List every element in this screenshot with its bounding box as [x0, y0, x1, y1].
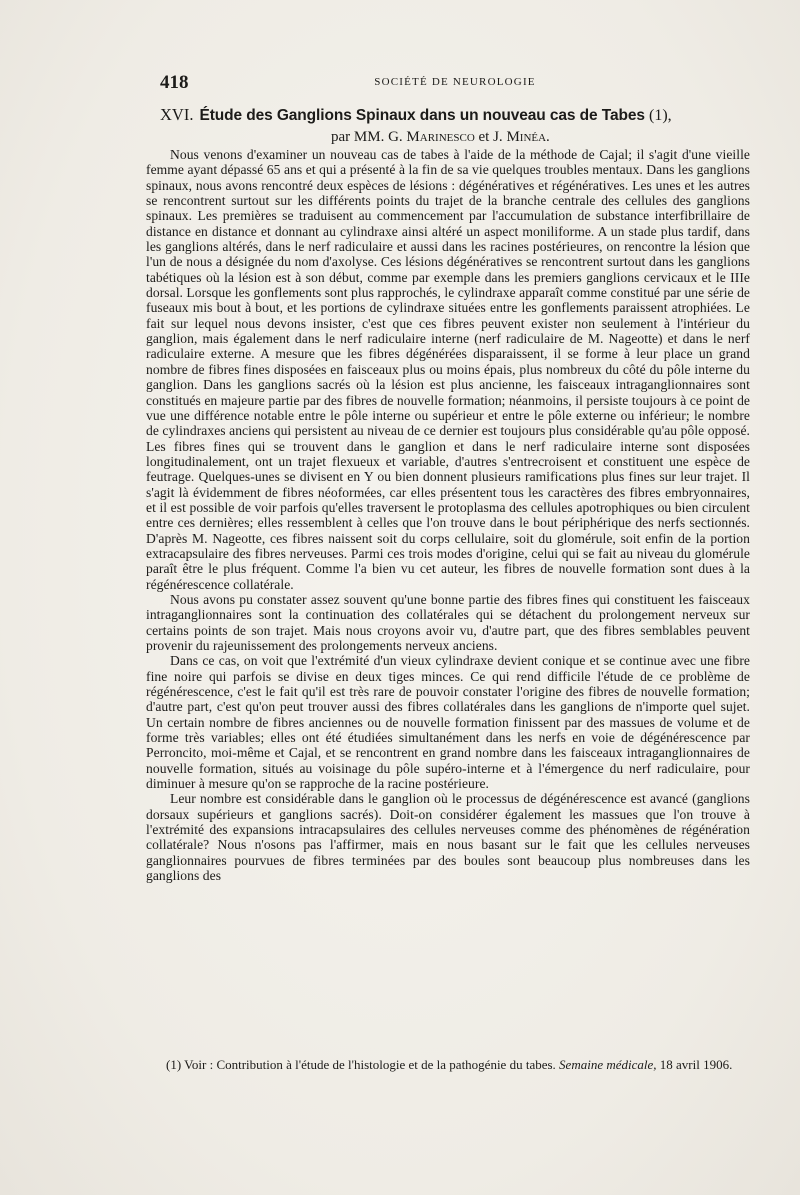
author-minea: Minéa — [506, 129, 547, 145]
article-title-line — [160, 104, 755, 127]
paragraph-2: Nous avons pu constater assez souvent qu'une bonne partie des fibres fines qui constituent les faisceaux intraganglionnaires sont la continuation des collatérales qui se détachent du prolongement nerveux sur certains points de son trajet. Mais nous croyons avoir vu, d'autre part, que des fibres semblables peuvent provenir du rajeunissement des prolongements nerveux anciens. — [146, 591, 750, 653]
footnote-text: (1) Voir : Contribution à l'étude de l'histologie et de la pathogénie du tabes. — [166, 1057, 556, 1072]
authors-suffix: . — [546, 129, 550, 145]
paragraph-3: Dans ce cas, on voit que l'extrémité d'un vieux cylindraxe devient conique et se continue avec une fibre fine noire qui parfois se divise en deux tiges minces. Ce qui rend difficile l'étude de ce problème de régénérescence, c'est le fait qu'il est très rare de pouvoir constater l'origine des fibres de nouvelle formation; d'autre part, c'est qu'on peut trouver aussi des fibres collatérales dans les ganglions de n'importe quel sujet. Un certain nombre de fibres anciennes ou de nouvelle formation finissent par des massues de volume et de forme très variables; elles ont été étudiées simultanément dans les nerfs en voie de dégénérescence par Perroncito, moi-même et Cajal, et se rencontrent en grand nombre dans les faisceaux intraganglionnaires de nouvelle formation, situés au voisinage du pôle supéro-interne et à l'émergence du nerf radiculaire, pour diminuer à mesure qu'on se rapproche de la racine postérieure. — [146, 653, 750, 792]
journal-name: SOCIÉTÉ DE NEUROLOGIE — [374, 76, 536, 88]
footnote — [146, 1057, 750, 1073]
article-title: Étude des Ganglions Spinaux dans un nouveau cas de Tabes — [199, 107, 645, 124]
page-number: 418 — [160, 72, 189, 93]
article-body — [146, 147, 750, 884]
authors-prefix: par MM. G. — [331, 129, 407, 145]
article-number: XVI. — [160, 105, 194, 124]
authors-line — [160, 127, 755, 147]
authors-mid: et J. — [474, 129, 507, 145]
paragraph-4: Leur nombre est considérable dans le ganglion où le processus de dégénérescence est avancé (ganglions dorsaux supérieurs et ganglions sacrés). Doit-on considérer également les massues que l'on trouve à l'extrémité des expansions intracapsulaires des cellules nerveuses comme des phénomènes de régénération collatérale? Nous n'osons pas l'affirmer, mais en nous basant sur le fait que les cellules nerveuses ganglionnaires pourvues de fibres terminées par des boules sont beaucoup plus nombreuses dans les ganglions des — [146, 791, 750, 884]
paragraph-1: Nous venons d'examiner un nouveau cas de tabes à l'aide de la méthode de Cajal; il s'agit d'une vieille femme ayant dépassé 65 ans et qui a présenté à la fin de sa vie quelques troubles mentaux. Dans les ganglions spinaux, nous avons rencontré deux espèces de lésions : dégénératives et régénératives. Les unes et les autres se rencontrent surtout sur les différents points du trajet de la branche centrale des cellules des ganglions spinaux. Les premières se traduisent au commencement par l'accumulation de substance interfibrillaire de distance en distance et donnant au cylindraxe ainsi altéré un aspect moniliforme. A un stade plus tardif, dans les ganglions altérés, dans le nerf radiculaire et aussi dans les racines postérieures, on rencontre la lésion que l'un de nous a désignée du nom d'axolyse. Ces lésions dégénératives se rencontrent surtout dans les ganglions tabétiques où la lésion est à son début, comme par exemple dans les premiers ganglions cervicaux et le IIIe dorsal. Lorsque les gonflements sont plus rapprochés, le cylindraxe apparaît comme constitué par une série de fuseaux mis bout à bout, et les portions de cylindraxe situées entre les gonflements paraissent atrophiées. Le fait sur lequel nous devons insister, c'est que ces fibres peuvent exister non seulement à l'intérieur du ganglion, mais également dans le nerf radiculaire interne (nerf radiculaire de M. Nageotte) et dans le nerf radiculaire externe. A mesure que les fibres dégénérées disparaissent, il se forme à leur place un grand nombre de fibres fines disposées en faisceaux plus ou moins épais, plus nombreux du côté du pôle interne du ganglion. Dans les ganglions sacrés où la lésion est plus ancienne, les faisceaux intraganglionnaires sont constitués en majeure partie par des fibres de nouvelle formation; néanmoins, il persiste toujours à ce point de vue une différence notable entre le pôle interne ou supérieur et entre le pôle externe ou inférieur; le nombre de cylindraxes anciens qui persistent au niveau de ce dernier est toujours plus considérable qu'au pôle opposé. Les fibres fines qui se trouvent dans le ganglion et dans le nerf radiculaire interne sont disposées longitudinalement, ont un trajet flexueux et variable, d'autres s'entrecroisent et constituent une espèce de feutrage. Quelques-unes se divisent en Y ou bien donnent plusieurs ramifications plus fines sur leur trajet. Il s'agit là évidemment de fibres néoformées, car elles présentent tous les caractères des fibres embryonnaires, et il est possible de voir parfois qu'elles traversent le protoplasma des cellules apotrophiques ou bien circulent entre ces dernières; elles ressemblent à celles que l'on trouve dans le bout périphérique des nerfs sectionnés. D'après M. Nageotte, ces fibres naissent soit du corps cellulaire, soit du glomérule, soit enfin de la portion extracapsulaire des fibres nerveuses. Parmi ces trois modes d'origine, celui qui se fait au niveau du glomérule paraît être le plus fréquent. Comme l'a bien vu cet auteur, les fibres de nouvelle formation sont dues à la régénérescence collatérale. — [146, 147, 750, 592]
author-marinesco: Marinesco — [406, 129, 475, 145]
footnote-reference: (1), — [649, 107, 672, 124]
article-title-block — [160, 104, 755, 147]
footnote-date: 18 avril 1906. — [659, 1057, 733, 1072]
footnote-source: Semaine médicale, — [559, 1057, 657, 1072]
running-head — [160, 72, 750, 94]
